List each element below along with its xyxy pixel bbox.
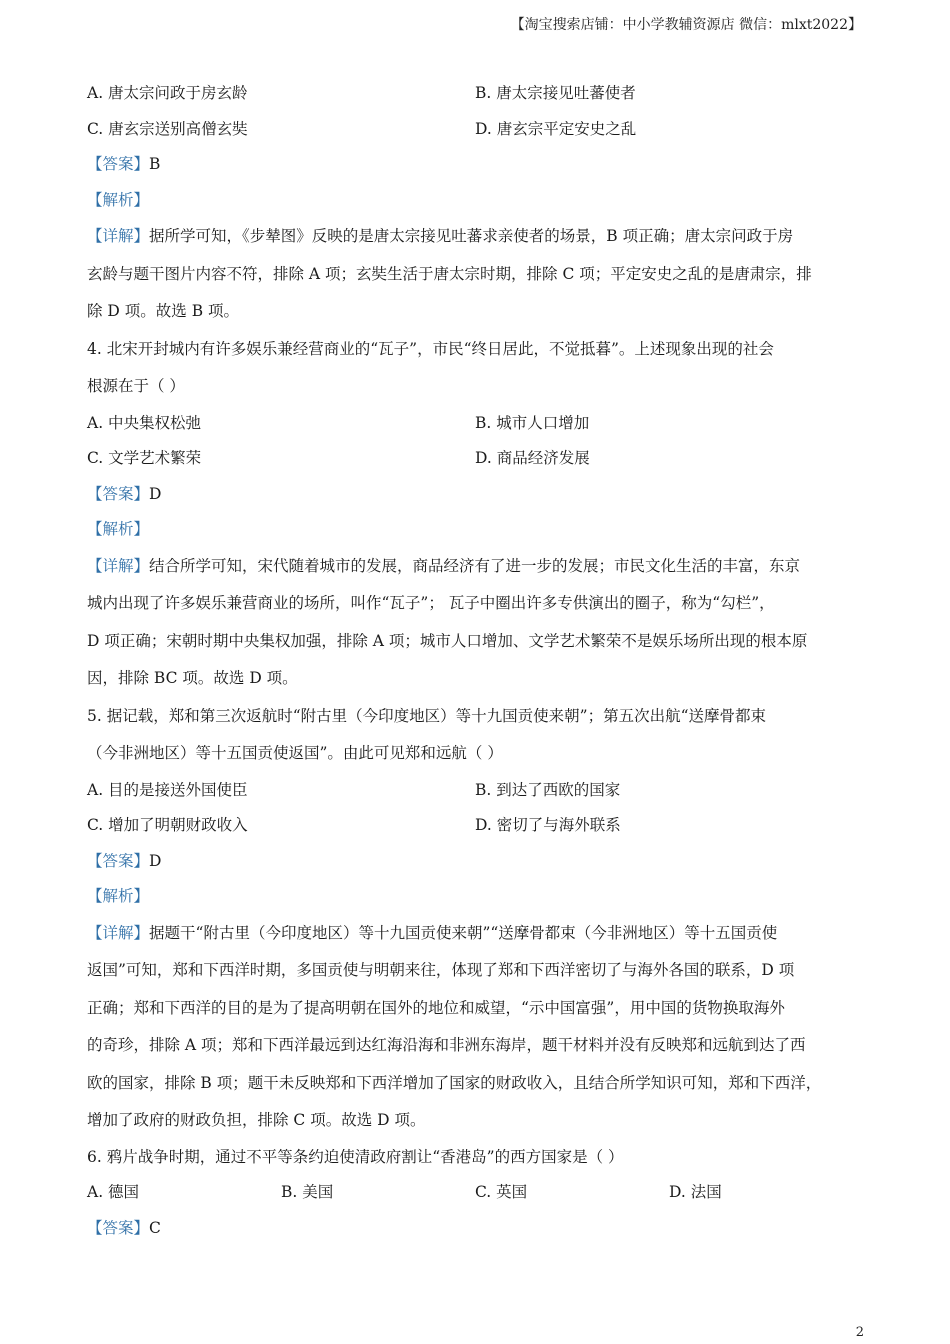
q3-answer-value: B bbox=[149, 155, 161, 173]
q5-detail-line: 正确；郑和下西洋的目的是为了提高明朝在国外的地位和威望，“示中国富强”，用中国的货物换取海外 bbox=[87, 998, 785, 1017]
q5-option-c: C. 增加了明朝财政收入 bbox=[87, 816, 248, 834]
analysis-tag: 【解析】 bbox=[87, 520, 150, 538]
page-number: 2 bbox=[855, 1325, 864, 1340]
analysis-tag: 【解析】 bbox=[87, 190, 150, 209]
analysis-tag: 【解析】 bbox=[87, 887, 150, 905]
q6-options-row bbox=[87, 1175, 867, 1211]
q3-options-row-2 bbox=[87, 112, 867, 148]
q5-stem-line: （今非洲地区）等十五国贡使返国”。由此可见郑和远航（ ） bbox=[87, 744, 503, 762]
q3-options-row-1 bbox=[87, 76, 867, 112]
q3-option-d: D. 唐玄宗平定安史之乱 bbox=[475, 119, 637, 138]
q6-answer-value: C bbox=[149, 1218, 161, 1237]
q4-answer bbox=[87, 477, 867, 513]
q5-detail-line: 返国”可知，郑和下西洋时期，多国贡使与明朝来往，体现了郑和下西洋密切了与海外各国的联系，D 项 bbox=[87, 961, 795, 979]
q5-options-row-1 bbox=[87, 773, 867, 809]
detail-tag: 【详解】 bbox=[87, 227, 150, 245]
q4-options-row-1 bbox=[87, 406, 867, 442]
q5-detail-line: 增加了政府的财政负担，排除 C 项。故选 D 项。 bbox=[87, 1111, 426, 1129]
q6-answer bbox=[87, 1211, 867, 1247]
q4-detail bbox=[87, 548, 867, 698]
q4-answer-value: D bbox=[149, 484, 162, 503]
q5-options-row-2 bbox=[87, 808, 867, 844]
q3-option-b: B. 唐太宗接见吐蕃使者 bbox=[475, 84, 636, 102]
q3-detail-line: 玄龄与题干图片内容不符，排除 A 项；玄奘生活于唐太宗时期，排除 C 项；平定安史之乱的是唐肃宗，排 bbox=[87, 264, 812, 283]
q5-detail-line: 据题干“附古里（今印度地区）等十九国贡使来朝”“送摩骨都束（今非洲地区）等十五国贡使 bbox=[149, 923, 778, 942]
q5-option-b: B. 到达了西欧的国家 bbox=[475, 780, 621, 799]
q5-option-d: D. 密切了与海外联系 bbox=[475, 816, 621, 834]
page-header: 【淘宝搜索店铺：中小学教辅资源店 微信：mlxt2022】 bbox=[510, 17, 862, 33]
q3-detail bbox=[87, 218, 867, 331]
q5-option-a: A. 目的是接送外国使臣 bbox=[87, 780, 248, 799]
q3-detail-line: 除 D 项。故选 B 项。 bbox=[87, 302, 240, 320]
q4-stem-line: 4. 北宋开封城内有许多娱乐兼经营商业的“瓦子”，市民“终日居此，不觉抵暮”。上述现象出现的社会 bbox=[87, 339, 774, 358]
q6-option-c: C. 英国 bbox=[475, 1183, 528, 1201]
detail-tag: 【详解】 bbox=[87, 923, 150, 942]
q6-stem: 6. 鸦片战争时期，通过不平等条约迫使清政府割让“香港岛”的西方国家是（ ） bbox=[87, 1147, 624, 1166]
q5-analysis-heading bbox=[87, 879, 867, 915]
q5-stem-line: 5. 据记载，郑和第三次返航时“附古里（今印度地区）等十九国贡使来朝”；第五次出航“送摩骨都束 bbox=[87, 706, 766, 725]
q3-option-c: C. 唐玄宗送别高僧玄奘 bbox=[87, 119, 248, 138]
answer-tag: 【答案】 bbox=[87, 1218, 150, 1237]
q6-option-a: A. 德国 bbox=[87, 1183, 140, 1201]
q3-answer bbox=[87, 147, 867, 183]
q5-answer bbox=[87, 844, 867, 880]
q4-stem-line: 根源在于（ ） bbox=[87, 377, 185, 395]
q5-detail bbox=[87, 915, 867, 1140]
q4-detail-line: D 项正确；宋朝时期中央集权加强，排除 A 项；城市人口增加、文学艺术繁荣不是娱乐场所出现的根本原 bbox=[87, 631, 808, 650]
detail-tag: 【详解】 bbox=[87, 556, 150, 575]
q5-stem bbox=[87, 698, 867, 773]
q4-options-row-2 bbox=[87, 441, 867, 477]
q3-detail-line: 据所学可知，《步辇图》反映的是唐太宗接见吐蕃求亲使者的场景，B 项正确；唐太宗问政于房 bbox=[149, 227, 794, 245]
q4-option-b: B. 城市人口增加 bbox=[475, 413, 590, 432]
q4-stem bbox=[87, 331, 867, 406]
q5-detail-line: 欧的国家，排除 B 项；题干未反映郑和下西洋增加了国家的财政收入，且结合所学知识可知，郑和下西洋， bbox=[87, 1073, 822, 1092]
document-body bbox=[87, 76, 867, 1246]
q3-option-a: A. 唐太宗问政于房玄龄 bbox=[87, 84, 248, 102]
q3-analysis-heading bbox=[87, 183, 867, 219]
q4-option-d: D. 商品经济发展 bbox=[475, 449, 590, 467]
q4-detail-line: 因，排除 BC 项。故选 D 项。 bbox=[87, 669, 298, 687]
q4-option-c: C. 文学艺术繁荣 bbox=[87, 449, 202, 467]
q5-answer-value: D bbox=[149, 851, 162, 870]
q4-option-a: A. 中央集权松弛 bbox=[87, 413, 202, 432]
q4-detail-line: 城内出现了许多娱乐兼营商业的场所，叫作“瓦子”； 瓦子中圈出许多专供演出的圈子，称为“勾栏”， bbox=[87, 594, 775, 612]
q5-detail-line: 的奇珍，排除 A 项；郑和下西洋最远到达红海沿海和非洲东海岸，题干材料并没有反映郑和远航到达了西 bbox=[87, 1036, 806, 1054]
q6-option-d: D. 法国 bbox=[669, 1183, 722, 1201]
q4-analysis-heading bbox=[87, 512, 867, 548]
answer-tag: 【答案】 bbox=[87, 155, 150, 173]
q6-option-b: B. 美国 bbox=[281, 1183, 334, 1201]
q4-detail-line: 结合所学可知，宋代随着城市的发展，商品经济有了进一步的发展；市民文化生活的丰富，东京 bbox=[149, 556, 801, 575]
answer-tag: 【答案】 bbox=[87, 484, 150, 503]
answer-tag: 【答案】 bbox=[87, 851, 150, 870]
